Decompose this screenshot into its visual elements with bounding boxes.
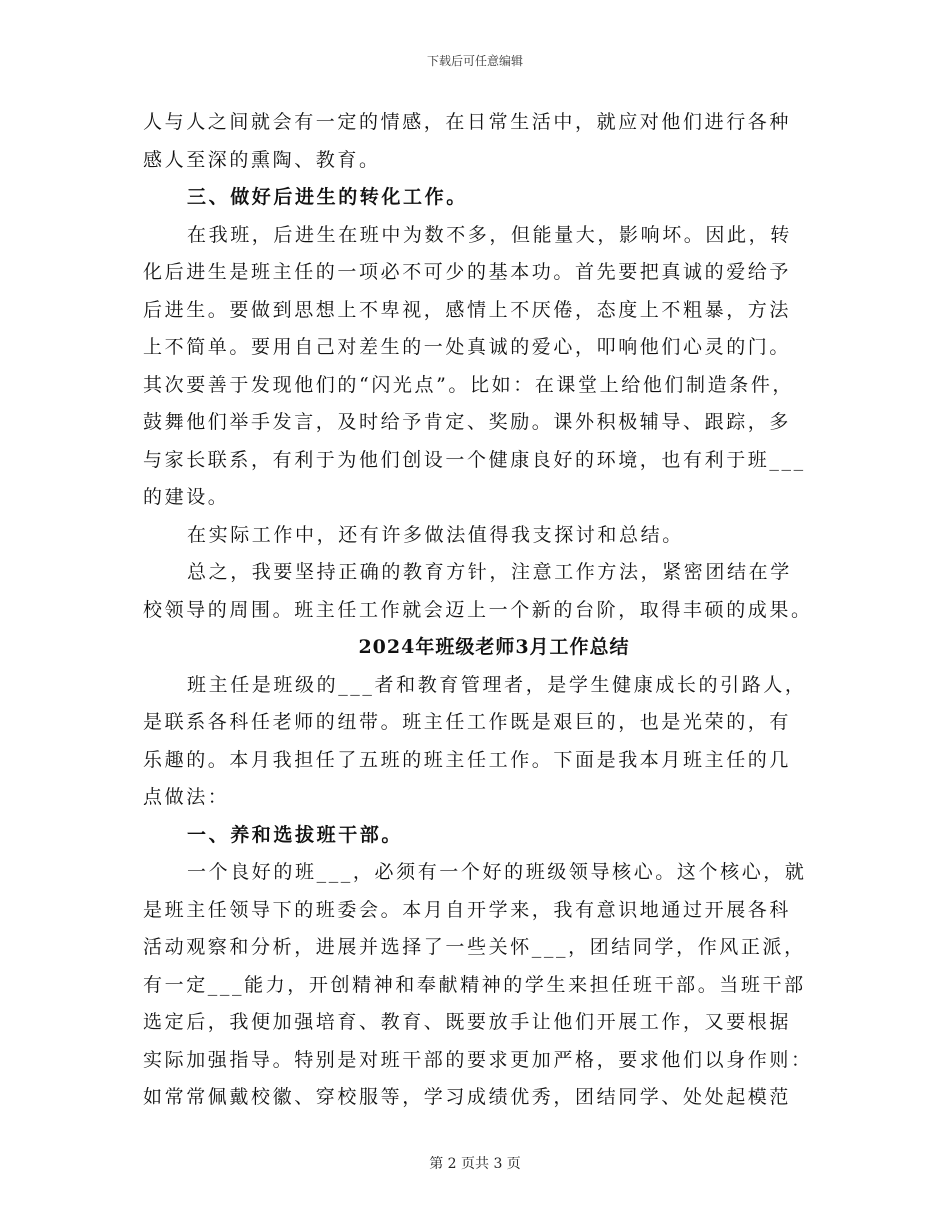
document-title: 2024年班级老师3月工作总结	[358, 636, 630, 658]
body-line: 鼓舞他们举手发言，及时给予肯定、奖励。课外积极辅导、跟踪，多	[143, 411, 792, 433]
body-line: 校领导的周围。班主任工作就会迈上一个新的台阶，取得丰硕的成果。	[143, 598, 813, 621]
body-line: 感人至深的熏陶、教育。	[143, 148, 381, 171]
body-line: 与家长联系，有利于为他们创设一个健康良好的环境，也有利于班___	[143, 448, 806, 471]
body-line: 是联系各科任老师的纽带。班主任工作既是艰巨的，也是光荣的，有	[143, 711, 792, 733]
body-line: 选定后，我便加强培育、教育、既要放手让他们开展工作，又要根据	[143, 1011, 792, 1033]
page-header: 下载后可任意编辑	[426, 54, 523, 68]
body-line: 乐趣的。本月我担任了五班的班主任工作。下面是我本月班主任的几	[143, 748, 792, 771]
document-body	[143, 104, 813, 1117]
page-footer: 第 2 页共 3 页	[429, 1156, 521, 1172]
body-line: 其次要善于发现他们的“闪光点”。比如：在课堂上给他们制造条件，	[143, 373, 795, 396]
section-heading: 三、做好后进生的转化工作。	[187, 186, 468, 208]
body-line: 后进生。要做到思想上不卑视，感情上不厌倦，态度上不粗暴，方法	[143, 298, 792, 321]
body-line: 化后进生是班主任的一项必不可少的基本功。首先要把真诚的爱给予	[143, 261, 792, 283]
body-line: 上不简单。要用自己对差生的一处真诚的爱心，叩响他们心灵的门。	[143, 336, 792, 358]
body-line: 是班主任领导下的班委会。本月自开学来，我有意识地通过开展各科	[143, 898, 792, 921]
body-line: 在我班，后进生在班中为数不多，但能量大，影响坏。因此，转	[187, 223, 792, 246]
body-line: 实际加强指导。特别是对班干部的要求更加严格，要求他们以身作则：	[143, 1048, 813, 1071]
body-line: 总之，我要坚持正确的教育方针，注意工作方法，紧密团结在学	[187, 561, 792, 583]
body-line: 班主任是班级的___者和教育管理者，是学生健康成长的引路人，	[187, 673, 807, 696]
body-line: 在实际工作中，还有许多做法值得我支探讨和总结。	[187, 523, 684, 546]
body-line: 如常常佩戴校徽、穿校服等，学习成绩优秀，团结同学、处处起模范	[143, 1086, 792, 1108]
section-heading: 一、养和选拔班干部。	[187, 823, 404, 846]
body-line: 活动观察和分析，进展并选择了一些关怀___，团结同学，作风正派，	[143, 936, 806, 958]
body-line: 有一定___能力，开创精神和奉献精神的学生来担任班干部。当班干部	[143, 973, 806, 996]
body-line: 一个良好的班___，必须有一个好的班级领导核心。这个核心，就	[187, 861, 807, 883]
body-line: 的建设。	[143, 486, 230, 508]
body-line: 点做法：	[143, 786, 230, 808]
body-line: 人与人之间就会有一定的情感，在日常生活中，就应对他们进行各种	[143, 111, 792, 133]
